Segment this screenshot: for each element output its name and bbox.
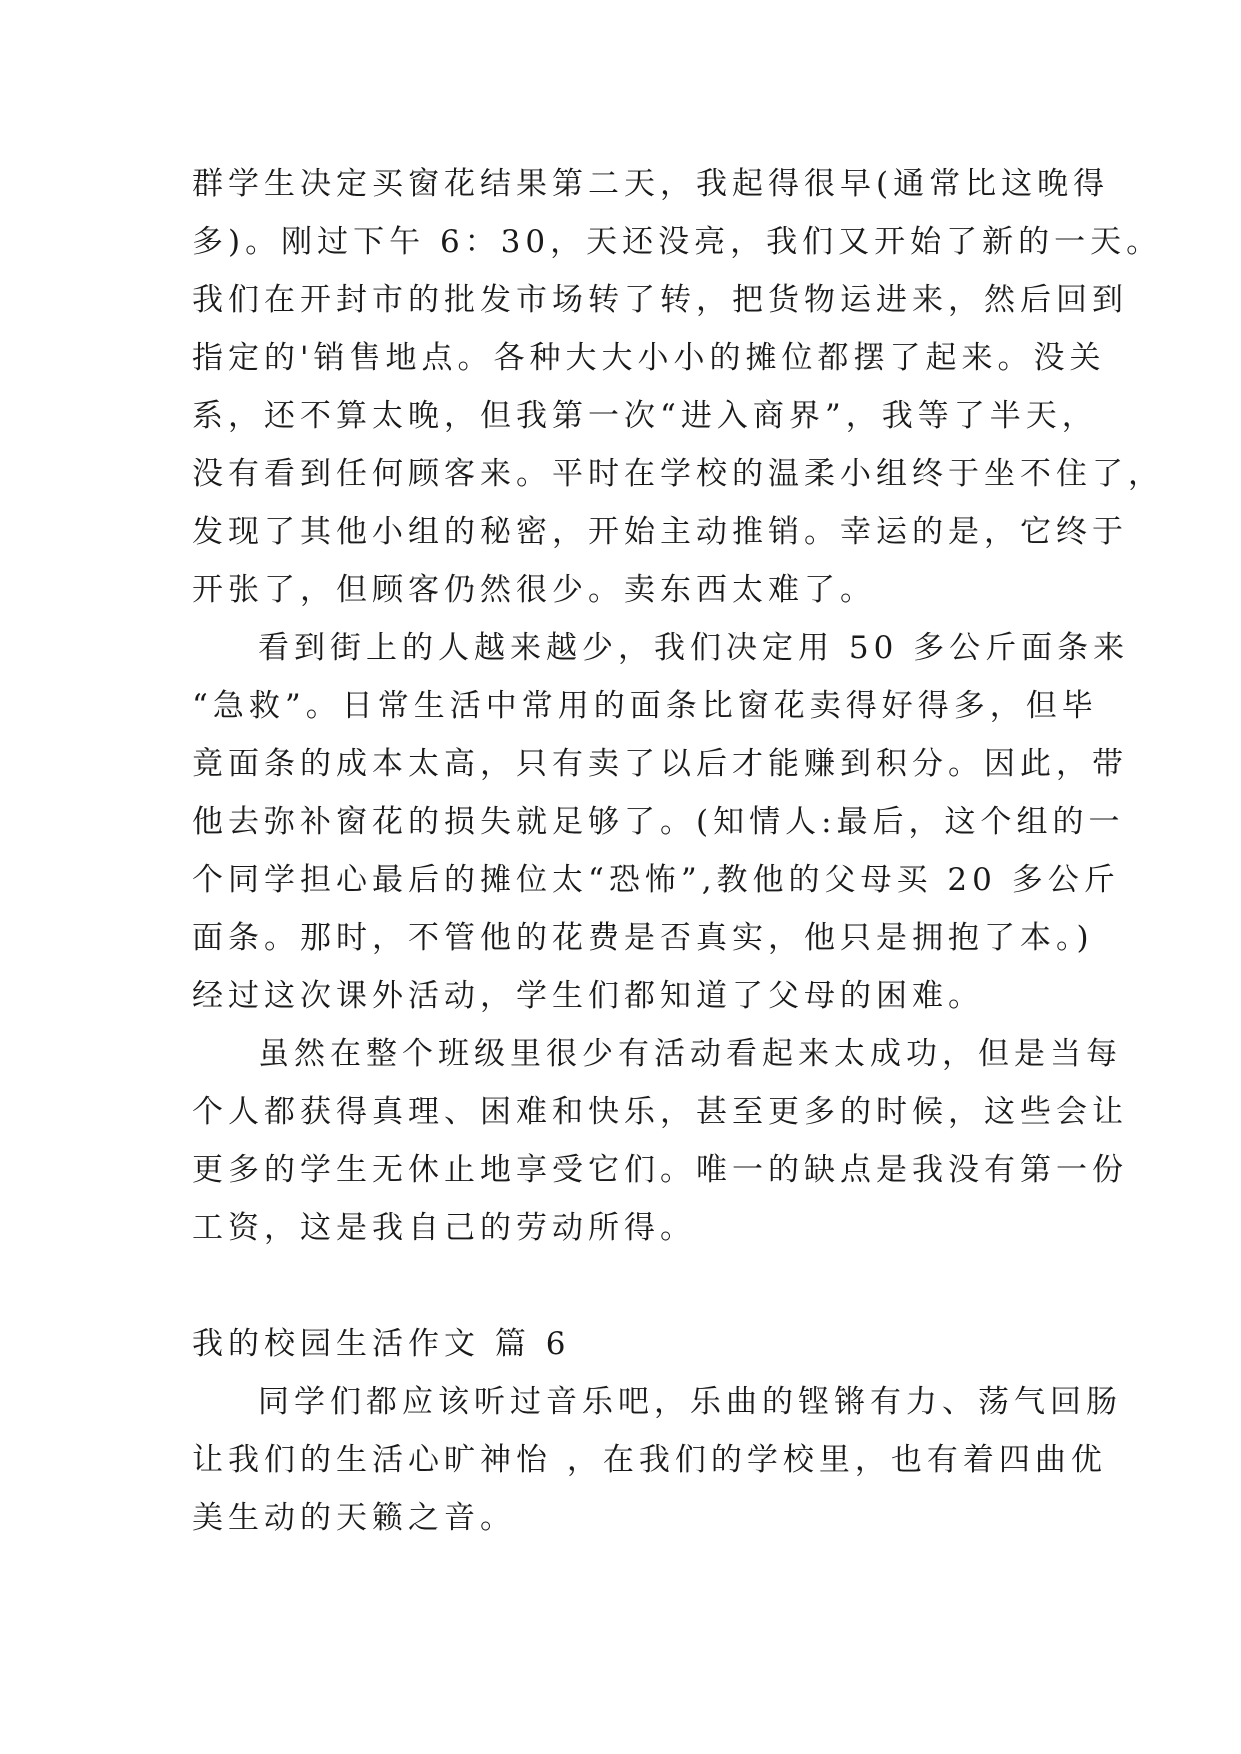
text-line: 让我们的生活心旷神怡 ，在我们的学校里，也有着四曲优 [192,1442,1107,1478]
text-line: 多)。刚过下午 6：30，天还没亮，我们又开始了新的一天。 [192,224,1163,260]
paragraph-start: 虽然在整个班级里很少有活动看起来太成功，但是当每 [258,1036,1122,1072]
text-line: 美生动的天籁之音。 [192,1500,516,1536]
text-line: 个人都获得真理、困难和快乐，甚至更多的时候，这些会让 [192,1094,1128,1130]
text-line: 面条。那时，不管他的花费是否真实，他只是拥抱了本。) [192,920,1094,956]
paragraph-start: 同学们都应该听过音乐吧，乐曲的铿锵有力、荡气回肠 [258,1384,1122,1420]
text-line: 他去弥补窗花的损失就足够了。(知情人:最后，这个组的一 [192,804,1125,840]
text-line: 指定的'销售地点。各种大大小小的摊位都摆了起来。没关 [192,340,1106,376]
paragraph-start: 看到街上的人越来越少，我们决定用 50 多公斤面条来 [258,630,1130,666]
text-line: 工资，这是我自己的劳动所得。 [192,1210,696,1246]
text-line: 经过这次课外活动，学生们都知道了父母的困难。 [192,978,984,1014]
section-heading: 我的校园生活作文 篇 6 [192,1326,571,1362]
text-line: 我们在开封市的批发市场转了转，把货物运进来，然后回到 [192,282,1128,318]
text-line: 开张了，但顾客仍然很少。卖东西太难了。 [192,572,876,608]
text-line: 没有看到任何顾客来。平时在学校的温柔小组终于坐不住了， [192,456,1164,492]
text-line: 群学生决定买窗花结果第二天，我起得很早(通常比这晚得 [192,166,1110,202]
text-line: 更多的学生无休止地享受它们。唯一的缺点是我没有第一份 [192,1152,1128,1188]
text-line: 竟面条的成本太高，只有卖了以后才能赚到积分。因此，带 [192,746,1128,782]
text-line: “急救”。日常生活中常用的面条比窗花卖得好得多，但毕 [192,688,1098,724]
text-line: 系，还不算太晚，但我第一次“进入商界”，我等了半天， [192,398,1098,434]
text-line: 发现了其他小组的秘密，开始主动推销。幸运的是，它终于 [192,514,1128,550]
text-line: 个同学担心最后的摊位太“恐怖”,教他的父母买 20 多公斤 [192,862,1120,898]
